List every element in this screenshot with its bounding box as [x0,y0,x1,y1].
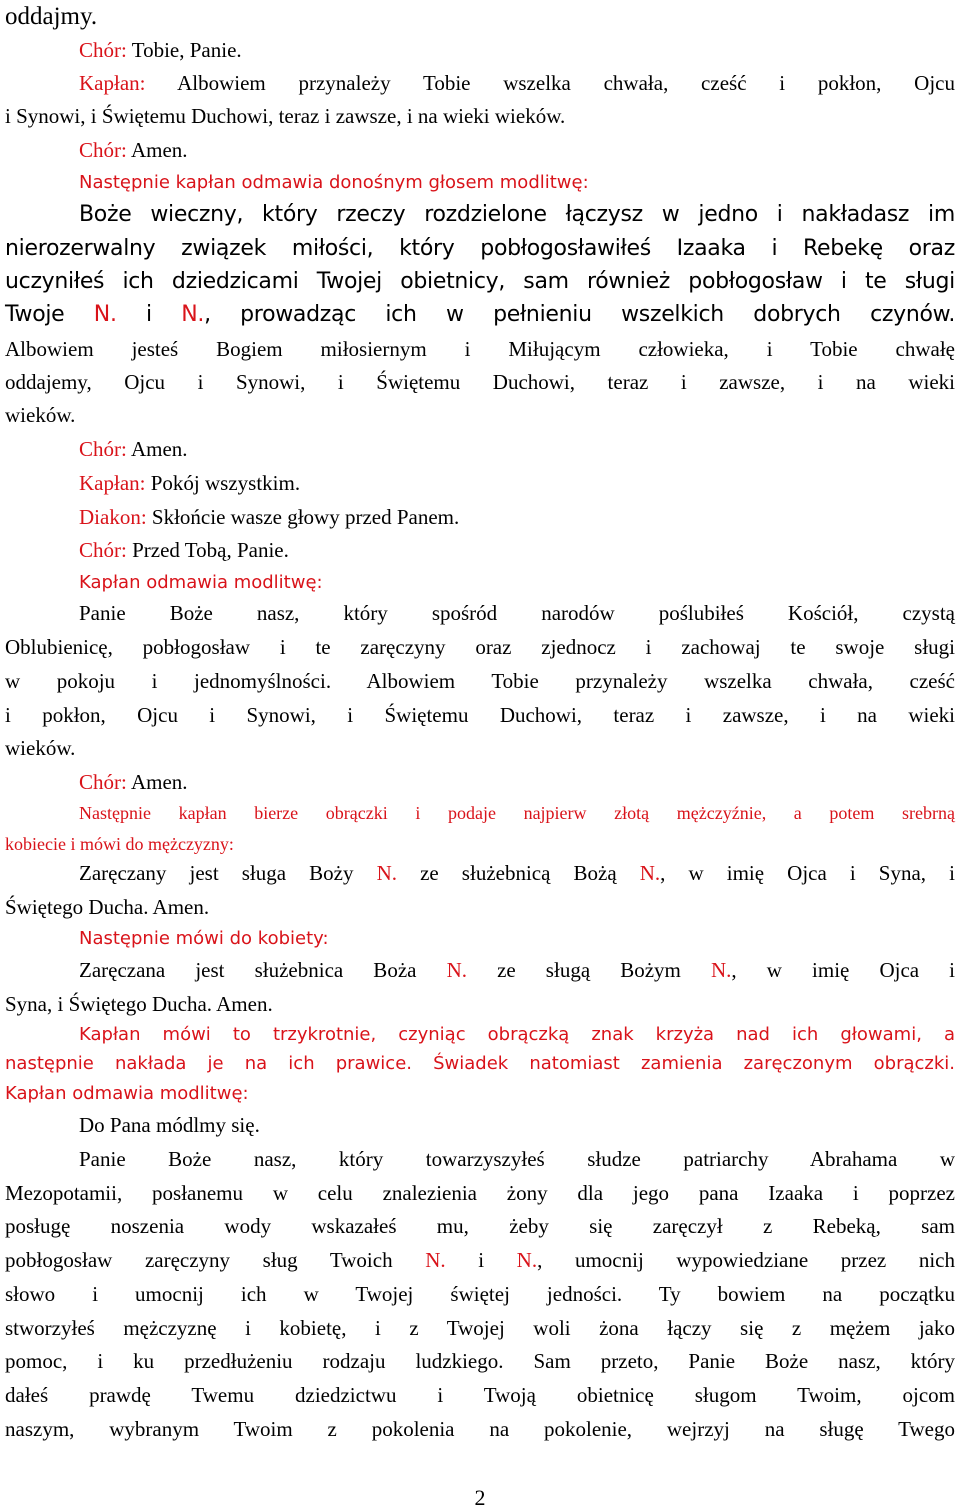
rubric-line [79,566,955,600]
rubric-segment: Kapłan: [79,471,151,495]
rubric-line [5,1047,955,1081]
text-segment: i pokłon, Ojcu i Synowi, i Świętemu Duchowi, teraz i zawsze, i na wieki [5,703,955,727]
text-line [5,1344,955,1378]
text-segment: i [445,1248,517,1272]
text-segment: Oblubienicę, pobłogosław i te zaręczyny oraz zjednocz i zachowaj te swoje sługi [5,635,955,659]
text-segment: Skłońcie wasze głowy przed Panem. [151,505,460,529]
rubric-segment: Następnie kapłan odmawia donośnym głosem modlitwę: [79,172,589,193]
text-segment: i [116,302,182,327]
text-line [79,432,955,466]
text-line [5,890,955,924]
text-segment: Amen. [130,437,188,461]
rubric-segment: N. [93,302,117,327]
text-segment: oddajmy. [5,3,98,30]
text-line [5,1277,955,1311]
text-segment: Amen. [130,770,188,794]
text-segment: , w imię Ojca i [731,958,956,982]
text-line [5,232,955,266]
text-line [5,332,955,366]
rubric-segment: N. [639,861,661,885]
text-line [5,987,955,1021]
text-segment: Zaręczany jest sługa Boży [79,861,377,885]
text-line [5,1311,955,1345]
text-line [79,533,955,567]
rubric-line [5,1077,955,1111]
rubric-segment: Kapłan mówi to trzykrotnie, czyniąc obrączką znak krzyża nad ich głowami, a [79,1024,955,1045]
text-line [79,953,955,987]
rubric-segment: Chór: [79,138,131,162]
rubric-segment: kobiecie i mówi do mężczyzny: [5,834,234,854]
text-line [5,731,955,765]
text-line [5,0,955,34]
text-segment: Twoje [5,302,94,327]
text-line [79,1108,955,1142]
text-line [5,1209,955,1243]
text-line [5,664,955,698]
rubric-segment: Chór: [79,437,131,461]
text-line [79,198,955,232]
text-segment: dałeś prawdę Twemu dziedzictwu i Twoją obietnicę sługom Twoim, ojcom [5,1383,955,1407]
text-segment: ze służebnicą Bożą [397,861,640,885]
rubric-segment: Kapłan odmawia modlitwę: [79,572,323,593]
text-segment: Panie Boże nasz, który towarzyszyłeś słudze patriarchy Abrahama w [79,1147,955,1171]
text-segment: w pokoju i jednomyślności. Albowiem Tobie przynależy wszelka chwała, cześć [5,669,955,693]
rubric-line [79,922,955,956]
text-segment: ze sługą Bożym [466,958,711,982]
text-line [79,765,955,799]
rubric-segment: N. [446,958,467,982]
text-line [5,265,955,299]
rubric-segment: Kapłan odmawia modlitwę: [5,1083,249,1104]
text-segment: naszym, wybranym Twoim z pokolenia na pokolenie, wejrzyj na sługę Twego [5,1417,955,1441]
text-segment: pobłogosław zaręczyny sług Twoich [5,1248,426,1272]
rubric-line [79,166,955,200]
text-segment: Do Pana módlmy się. [79,1113,260,1137]
rubric-segment: Kapłan: [79,71,178,95]
text-segment: oddajemy, Ojcu i Synowi, i Świętemu Duchowi, teraz i zawsze, i na wieki [5,370,955,394]
text-segment: nierozerwalny związek miłości, który pobłogosławiłeś Izaaka i Rebekę oraz [5,236,955,261]
text-segment: wieków. [5,403,76,427]
text-line [5,99,955,133]
text-line [79,66,955,100]
text-line [79,33,955,67]
rubric-segment: Następnie kapłan bierze obrączki i podaje najpierw złotą mężczyźnie, a potem srebrną [79,803,955,823]
text-segment: słowo i umocnij ich w Twojej świętej jedności. Ty bowiem na początku [5,1282,955,1306]
text-line [79,466,955,500]
text-line [79,856,955,890]
text-segment: , prowadząc ich w pełnieniu wszelkich dobrych czynów. [204,302,956,327]
text-segment: Albowiem przynależy Tobie wszelka chwała, cześć i pokłon, Ojcu [177,71,955,95]
text-line [5,1378,955,1412]
rubric-segment: N. [376,861,397,885]
text-segment: Mezopotamii, posłanemu w celu znalezienia żony dla jego pana Izaaka i poprzez [5,1181,955,1205]
rubric-segment: Chór: [79,770,131,794]
rubric-segment: Chór: [79,538,133,562]
rubric-segment: N. [711,958,732,982]
text-segment: Przed Tobą, Panie. [132,538,289,562]
text-line [5,298,955,332]
rubric-segment: Diakon: [79,505,152,529]
text-segment: , w imię Ojca i Syna, i [660,861,955,885]
text-segment: pomoc, i ku przedłużeniu rodzaju ludzkiego. Sam przeto, Panie Boże nasz, który [5,1349,955,1373]
text-segment: Świętego Ducha. Amen. [5,895,210,919]
text-segment: Amen. [130,138,188,162]
text-segment: posługę noszenia wody wskazałeś mu, żeby się zaręczył z Rebeką, sam [5,1214,955,1238]
text-line [5,1243,955,1277]
text-line [79,133,955,167]
text-segment: stworzyłeś mężczyznę i kobietę, i z Twojej woli żona łączy się z mężem jako [5,1316,955,1340]
text-line [5,1412,955,1446]
text-segment: Pokój wszystkim. [150,471,301,495]
rubric-segment: Następnie mówi do kobiety: [79,928,329,949]
rubric-segment: następnie nakłada je na ich prawice. Świadek natomiast zamienia zaręczonym obrączki. [5,1053,955,1074]
text-segment: Panie Boże nasz, który spośród narodów poślubiłeś Kościół, czystą [79,601,955,625]
text-segment: i Synowi, i Świętemu Duchowi, teraz i zawsze, i na wieki wieków. [5,104,566,128]
text-segment: Zaręczana jest służebnica Boża [79,958,447,982]
rubric-segment: Chór: [79,38,132,62]
text-segment: , umocnij wypowiedziane przez nich [537,1248,956,1272]
text-segment: Tobie, Panie. [131,38,242,62]
text-segment: uczyniłeś ich dziedzicami Twojej obietnicy, sam również pobłogosław i te sługi [5,269,955,294]
text-line [5,630,955,664]
rubric-segment: N. [181,302,205,327]
text-line [79,1142,955,1176]
text-line [5,698,955,732]
text-segment: Albowiem jesteś Bogiem miłosiernym i Miłującym człowieka, i Tobie chwałę [5,337,955,361]
text-line [79,596,955,630]
text-segment: wieków. [5,736,76,760]
text-line [5,1176,955,1210]
page-number: 2 [474,1485,486,1510]
text-line [5,365,955,399]
text-line [79,500,955,534]
text-segment: Syna, i Świętego Ducha. Amen. [5,992,273,1016]
text-line [5,398,955,432]
rubric-segment: N. [425,1248,446,1272]
rubric-line [79,796,955,830]
rubric-segment: N. [516,1248,538,1272]
text-segment: Boże wieczny, który rzeczy rozdzielone łączysz w jedno i nakładasz im [79,202,955,227]
